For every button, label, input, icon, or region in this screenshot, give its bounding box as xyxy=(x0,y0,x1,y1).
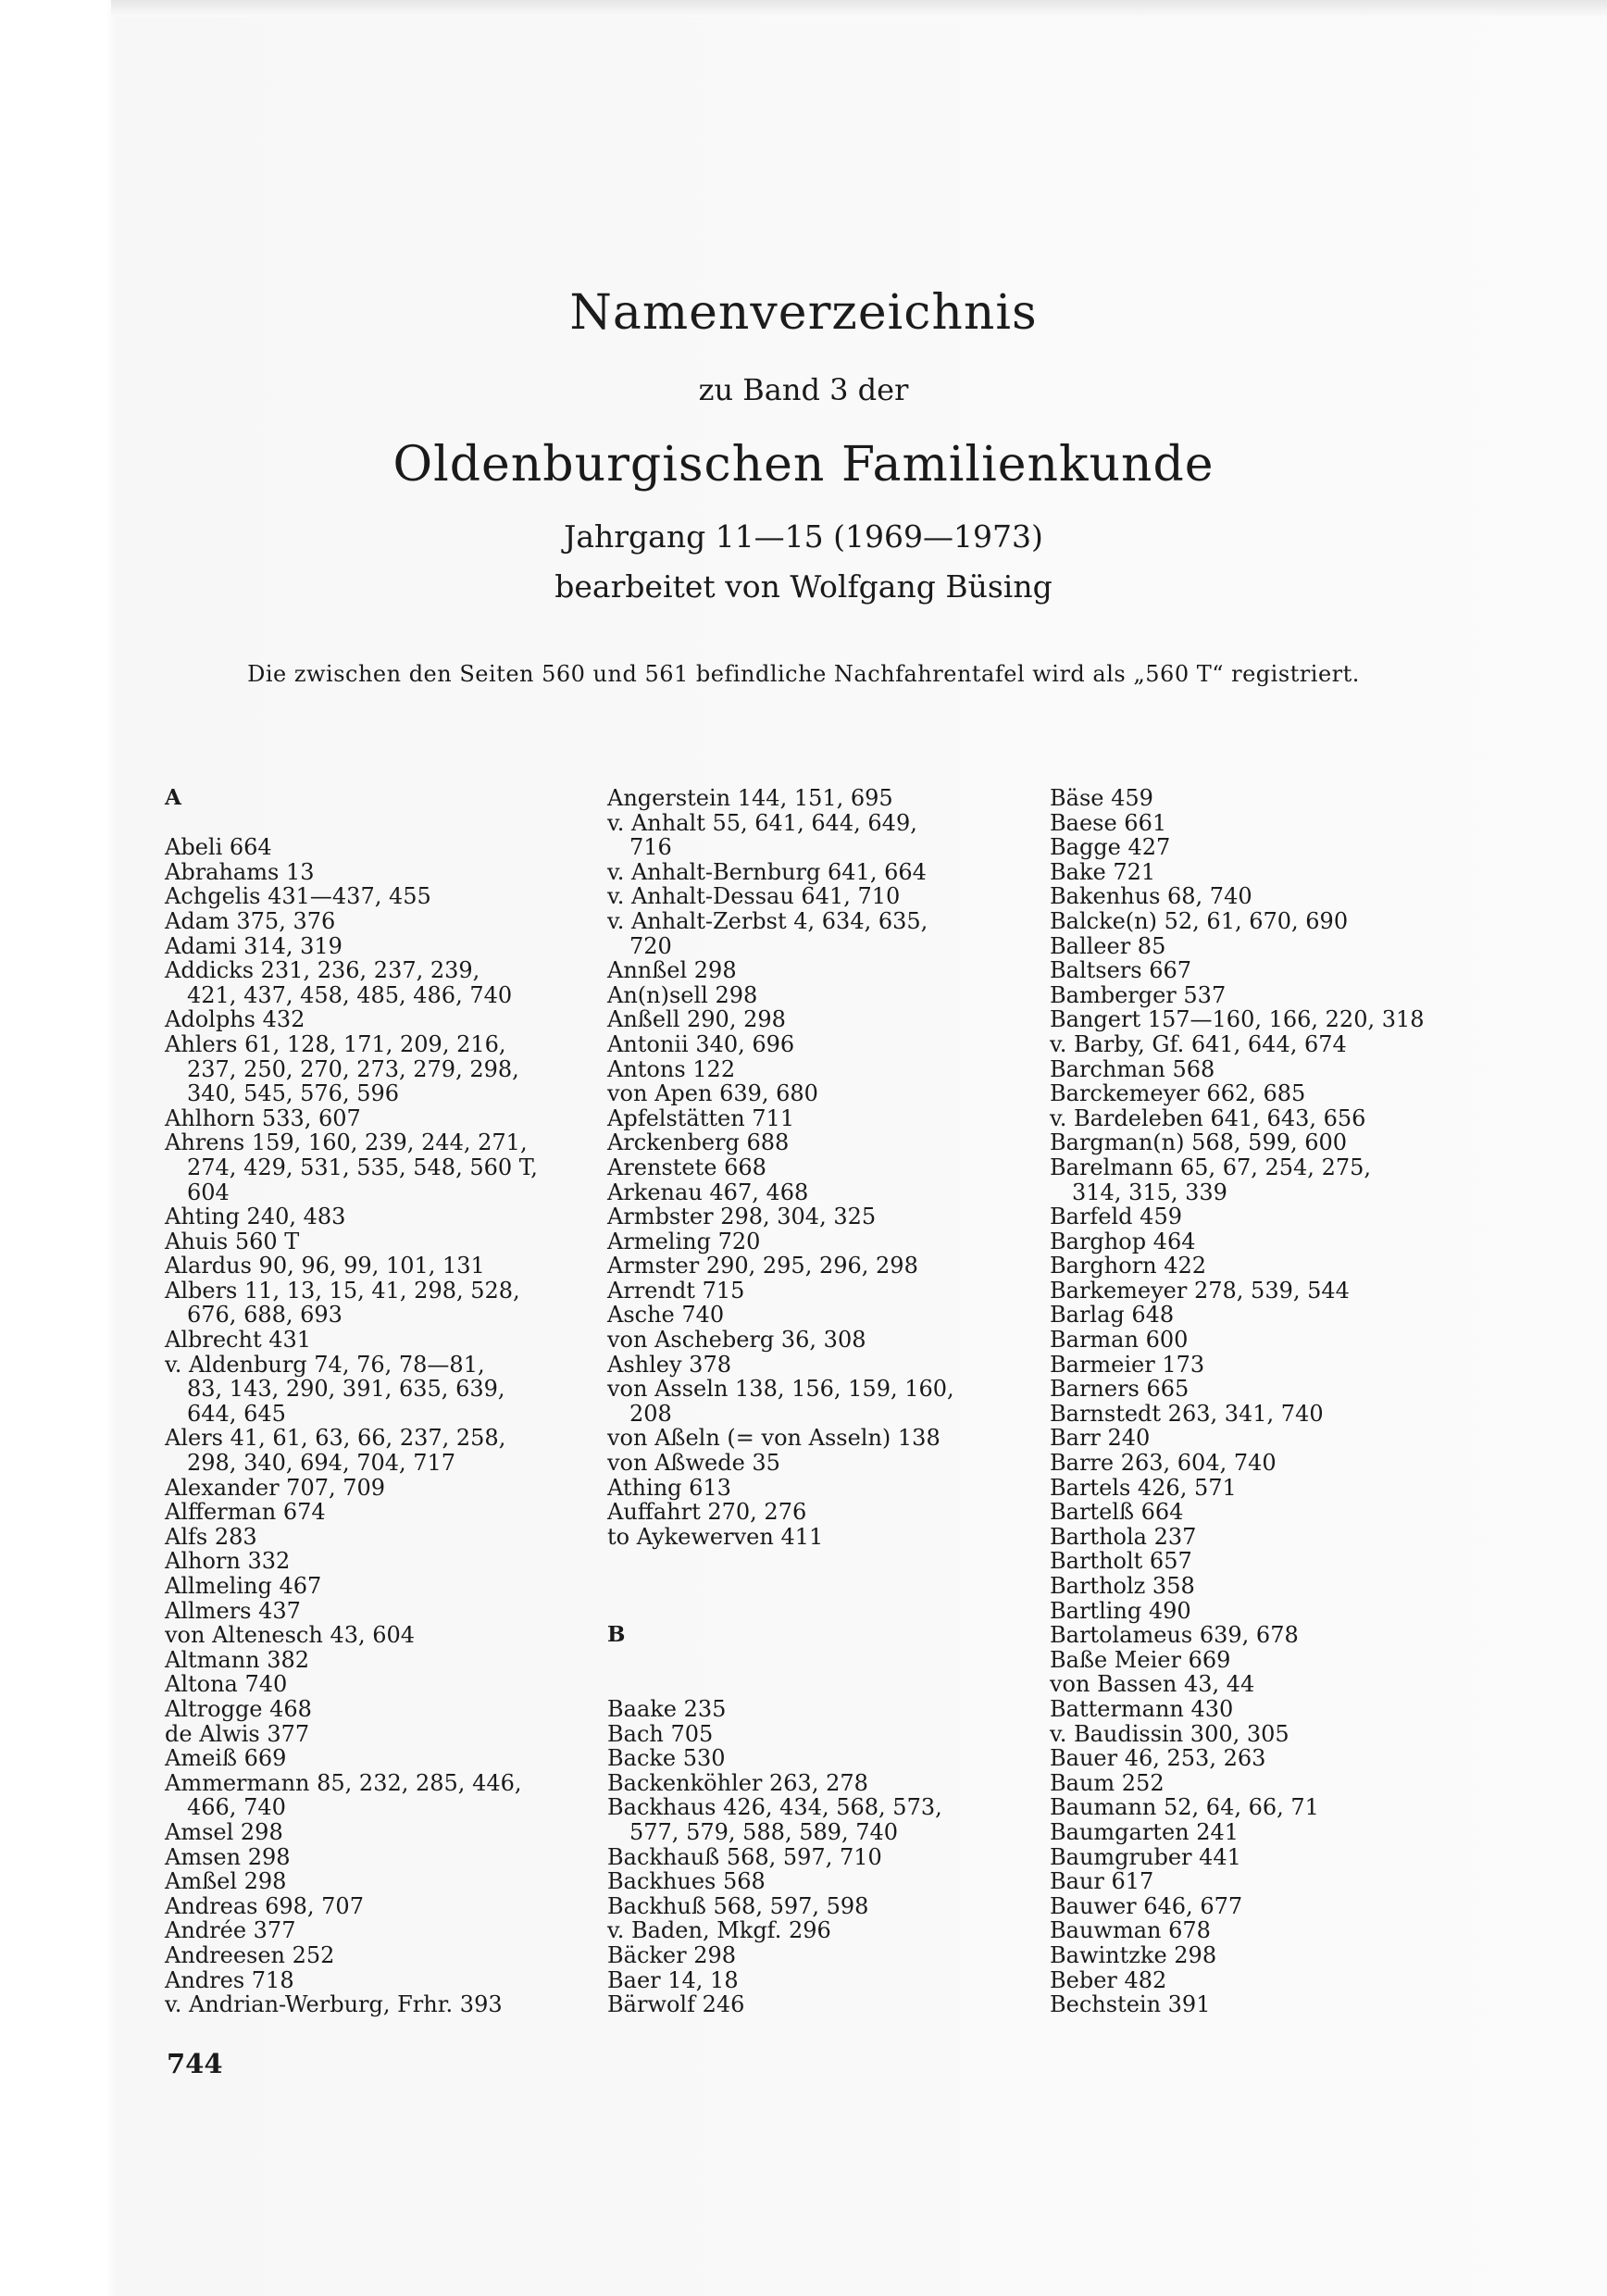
index-entry: Backhuß 568, 597, 598 xyxy=(607,1892,869,1919)
index-entry-continuation: 716 xyxy=(629,834,672,861)
index-entry: Ahuis 560 T xyxy=(165,1228,300,1254)
blank-line xyxy=(607,1648,954,1673)
index-entry: de Alwis 377 xyxy=(165,1720,310,1747)
index-entry: Bauwman 678 xyxy=(1050,1917,1211,1944)
index-entry: Bargman(n) 568, 599, 600 xyxy=(1050,1129,1348,1156)
index-entry: Baumgarten 241 xyxy=(1050,1818,1240,1845)
index-entry: Baese 661 xyxy=(1050,809,1167,836)
index-entry: Armster 290, 295, 296, 298 xyxy=(607,1253,918,1279)
index-entry: Amsel 298 xyxy=(165,1818,283,1845)
index-entry: Barlag 648 xyxy=(1050,1302,1175,1329)
index-entry: Bäcker 298 xyxy=(607,1941,737,1968)
index-entry: Barkemeyer 278, 539, 544 xyxy=(1050,1277,1350,1304)
index-entry: Bakenhus 68, 740 xyxy=(1050,883,1252,910)
index-entry: Armbster 298, 304, 325 xyxy=(607,1204,877,1230)
index-entry: Bartolameus 639, 678 xyxy=(1050,1622,1299,1649)
index-entry: Amsen 298 xyxy=(165,1843,291,1870)
index-entry: Alers 41, 61, 63, 66, 237, 258, xyxy=(165,1425,506,1452)
index-entry: Barre 263, 604, 740 xyxy=(1050,1450,1277,1477)
section-letter: B xyxy=(607,1622,626,1648)
index-entry: Baumann 52, 64, 66, 71 xyxy=(1050,1794,1319,1821)
index-entry: Altrogge 468 xyxy=(165,1695,312,1722)
index-entry: Asche 740 xyxy=(607,1302,725,1329)
index-entry: Baße Meier 669 xyxy=(1050,1646,1231,1673)
index-entry: Ahrens 159, 160, 239, 244, 271, xyxy=(165,1129,528,1156)
index-entry-continuation: 466, 740 xyxy=(187,1794,286,1821)
index-entry: Bangert 157—160, 166, 220, 318 xyxy=(1050,1006,1425,1033)
index-entry: Apfelstätten 711 xyxy=(607,1104,795,1131)
index-entry: Baer 14, 18 xyxy=(607,1966,739,1993)
index-entry: Ameiß 669 xyxy=(165,1745,287,1772)
index-entry: Bartholt 657 xyxy=(1050,1548,1192,1575)
index-entry: v. Barby, Gf. 641, 644, 674 xyxy=(1050,1030,1347,1057)
index-entry: Baur 617 xyxy=(1050,1868,1154,1895)
index-entry: Ahlers 61, 128, 171, 209, 216, xyxy=(165,1030,506,1057)
index-entry: Auffahrt 270, 276 xyxy=(607,1499,807,1526)
index-entry: Ahlhorn 533, 607 xyxy=(165,1104,361,1131)
index-entry: Ammermann 85, 232, 285, 446, xyxy=(165,1769,522,1796)
index-entry: von Apen 639, 680 xyxy=(607,1080,818,1107)
registration-note: Die zwischen den Seiten 560 und 561 befindliche Nachfahrentafel wird als „560 T“ registriert. xyxy=(247,661,1360,687)
index-entry: Battermann 430 xyxy=(1050,1695,1234,1722)
index-entry: Backhauß 568, 597, 710 xyxy=(607,1843,882,1870)
index-entry: Baumgruber 441 xyxy=(1050,1843,1241,1870)
index-entry: Barelmann 65, 67, 254, 275, xyxy=(1050,1154,1372,1180)
index-entry: v. Baudissin 300, 305 xyxy=(1050,1720,1289,1747)
blank-line xyxy=(607,1599,954,1624)
index-entry: Annßel 298 xyxy=(607,957,737,984)
index-entry: von Bassen 43, 44 xyxy=(1050,1671,1255,1698)
index-entry-continuation: 237, 250, 270, 273, 279, 298, xyxy=(187,1055,519,1082)
index-entry: Alfs 283 xyxy=(165,1523,257,1550)
index-entry: Antonii 340, 696 xyxy=(607,1030,795,1057)
index-entry: Arrendt 715 xyxy=(607,1277,745,1304)
volume-years: Jahrgang 11—15 (1969—1973) xyxy=(564,518,1043,555)
blank-line xyxy=(165,811,538,836)
index-entry: Bechstein 391 xyxy=(1050,1991,1211,2018)
index-entry: Achgelis 431—437, 455 xyxy=(165,883,431,910)
index-entry: Bawintzke 298 xyxy=(1050,1941,1217,1968)
index-column-3 xyxy=(1050,786,1425,2017)
index-entry-continuation: 208 xyxy=(629,1400,672,1427)
index-entry: Anßell 290, 298 xyxy=(607,1006,786,1033)
index-entry: Alhorn 332 xyxy=(165,1548,291,1575)
index-subtitle: zu Band 3 der xyxy=(698,372,909,407)
index-entry-continuation: 604 xyxy=(187,1179,230,1205)
index-entry: to Aykewerven 411 xyxy=(607,1523,824,1550)
blank-line xyxy=(607,1549,954,1574)
index-entry: Andreas 698, 707 xyxy=(165,1892,364,1919)
index-entry: Andreesen 252 xyxy=(165,1941,335,1968)
index-entry: Barmeier 173 xyxy=(1050,1351,1205,1378)
index-entry: Bartling 490 xyxy=(1050,1597,1191,1624)
index-entry: Ashley 378 xyxy=(607,1351,731,1378)
index-entry: Bartelß 664 xyxy=(1050,1499,1184,1526)
index-entry: Antons 122 xyxy=(607,1055,736,1082)
index-entry: Allmeling 467 xyxy=(165,1573,322,1599)
index-entry: Adam 375, 376 xyxy=(165,907,336,934)
index-entry: Armeling 720 xyxy=(607,1228,761,1254)
index-entry-continuation: 577, 579, 588, 589, 740 xyxy=(629,1818,899,1845)
index-entry: Altona 740 xyxy=(165,1671,288,1698)
index-entry: Barnstedt 263, 341, 740 xyxy=(1050,1400,1324,1427)
index-column-1 xyxy=(165,786,538,2017)
index-entry: Baake 235 xyxy=(607,1695,727,1722)
index-entry: Andres 718 xyxy=(165,1966,294,1993)
index-entry: von Ascheberg 36, 308 xyxy=(607,1327,866,1354)
index-entry: Albers 11, 13, 15, 41, 298, 528, xyxy=(165,1277,520,1304)
index-entry-continuation: 421, 437, 458, 485, 486, 740 xyxy=(187,981,513,1008)
index-entry: Barckemeyer 662, 685 xyxy=(1050,1080,1306,1107)
index-entry: Backhues 568 xyxy=(607,1868,766,1895)
index-entry: Barners 665 xyxy=(1050,1376,1190,1403)
section-letter: A xyxy=(165,785,181,810)
index-entry: Backhaus 426, 434, 568, 573, xyxy=(607,1794,942,1821)
index-entry: Bäse 459 xyxy=(1050,785,1153,811)
index-entry: v. Anhalt-Dessau 641, 710 xyxy=(607,883,901,910)
index-entry: Abeli 664 xyxy=(165,834,272,861)
blank-line xyxy=(607,1672,954,1697)
index-entry: Bake 721 xyxy=(1050,858,1156,885)
index-entry: Barr 240 xyxy=(1050,1425,1151,1452)
index-column-2 xyxy=(607,786,954,2017)
index-entry: Bach 705 xyxy=(607,1720,714,1747)
index-entry: v. Anhalt-Bernburg 641, 664 xyxy=(607,858,927,885)
index-entry-continuation: 644, 645 xyxy=(187,1400,286,1427)
index-entry-continuation: 298, 340, 694, 704, 717 xyxy=(187,1450,456,1477)
scan-edge xyxy=(111,0,1607,17)
index-entry: Angerstein 144, 151, 695 xyxy=(607,785,893,811)
index-entry: Backenköhler 263, 278 xyxy=(607,1769,868,1796)
index-entry: Bartels 426, 571 xyxy=(1050,1474,1237,1501)
blank-line xyxy=(607,1574,954,1599)
index-entry: Adolphs 432 xyxy=(165,1006,305,1033)
page-number: 744 xyxy=(167,2048,223,2079)
index-entry: Abrahams 13 xyxy=(165,858,315,885)
index-entry: An(n)sell 298 xyxy=(607,981,758,1008)
index-entry: Barchman 568 xyxy=(1050,1055,1215,1082)
index-entry: Baum 252 xyxy=(1050,1769,1165,1796)
index-entry: Barghop 464 xyxy=(1050,1228,1196,1254)
index-entry: v. Andrian-Werburg, Frhr. 393 xyxy=(165,1991,503,2018)
index-title: Namenverzeichnis xyxy=(569,285,1038,341)
index-entry: Altmann 382 xyxy=(165,1646,310,1673)
index-entry: Barfeld 459 xyxy=(1050,1204,1182,1230)
index-entry: Bärwolf 246 xyxy=(607,1991,745,2018)
index-entry: Bauer 46, 253, 263 xyxy=(1050,1745,1266,1772)
index-entry-continuation: 314, 315, 339 xyxy=(1072,1179,1227,1205)
index-entry: Athing 613 xyxy=(607,1474,731,1501)
index-entry: Balcke(n) 52, 61, 670, 690 xyxy=(1050,907,1349,934)
index-entry: Backe 530 xyxy=(607,1745,726,1772)
index-entry: Bamberger 537 xyxy=(1050,981,1227,1008)
index-entry: Addicks 231, 236, 237, 239, xyxy=(165,957,480,984)
index-entry: Barman 600 xyxy=(1050,1327,1189,1354)
index-entry: Alexander 707, 709 xyxy=(165,1474,386,1501)
index-entry: Arkenau 467, 468 xyxy=(607,1179,809,1205)
index-entry-continuation: 83, 143, 290, 391, 635, 639, xyxy=(187,1376,505,1403)
index-entry: von Altenesch 43, 604 xyxy=(165,1622,416,1649)
index-entry: Bauwer 646, 677 xyxy=(1050,1892,1243,1919)
index-entry-continuation: 720 xyxy=(629,932,672,959)
index-entry: von Asseln 138, 156, 159, 160, xyxy=(607,1376,954,1403)
index-entry: Barghorn 422 xyxy=(1050,1253,1207,1279)
index-entry: Bagge 427 xyxy=(1050,834,1171,861)
index-entry: v. Anhalt-Zerbst 4, 634, 635, xyxy=(607,907,928,934)
index-entry: Alardus 90, 96, 99, 101, 131 xyxy=(165,1253,485,1279)
index-entry: Ahting 240, 483 xyxy=(165,1204,346,1230)
index-entry: Beber 482 xyxy=(1050,1966,1167,1993)
index-entry: Baltsers 667 xyxy=(1050,957,1192,984)
index-entry: Albrecht 431 xyxy=(165,1327,312,1354)
index-entry: Allmers 437 xyxy=(165,1597,301,1624)
index-entry: von Aßwede 35 xyxy=(607,1450,780,1477)
index-entry: Arckenberg 688 xyxy=(607,1129,790,1156)
index-entry-continuation: 676, 688, 693 xyxy=(187,1302,343,1329)
index-entry: Andrée 377 xyxy=(165,1917,296,1944)
editor-line: bearbeitet von Wolfgang Büsing xyxy=(554,568,1053,605)
publication-title: Oldenburgischen Familienkunde xyxy=(392,437,1215,493)
index-entry: von Aßeln (= von Asseln) 138 xyxy=(607,1425,941,1452)
index-entry: Barthola 237 xyxy=(1050,1523,1197,1550)
index-entry: v. Baden, Mkgf. 296 xyxy=(607,1917,831,1944)
index-entry: Arenstete 668 xyxy=(607,1154,766,1180)
index-entry: Alfferman 674 xyxy=(165,1499,326,1526)
index-entry: Balleer 85 xyxy=(1050,932,1166,959)
index-entry: Bartholz 358 xyxy=(1050,1573,1195,1599)
index-entry-continuation: 340, 545, 576, 596 xyxy=(187,1080,400,1107)
index-entry: Adami 314, 319 xyxy=(165,932,343,959)
index-entry: v. Aldenburg 74, 76, 78—81, xyxy=(165,1351,485,1378)
index-entry: Amßel 298 xyxy=(165,1868,287,1895)
index-entry: v. Anhalt 55, 641, 644, 649, xyxy=(607,809,917,836)
index-entry-continuation: 274, 429, 531, 535, 548, 560 T, xyxy=(187,1154,538,1180)
index-entry: v. Bardeleben 641, 643, 656 xyxy=(1050,1104,1366,1131)
